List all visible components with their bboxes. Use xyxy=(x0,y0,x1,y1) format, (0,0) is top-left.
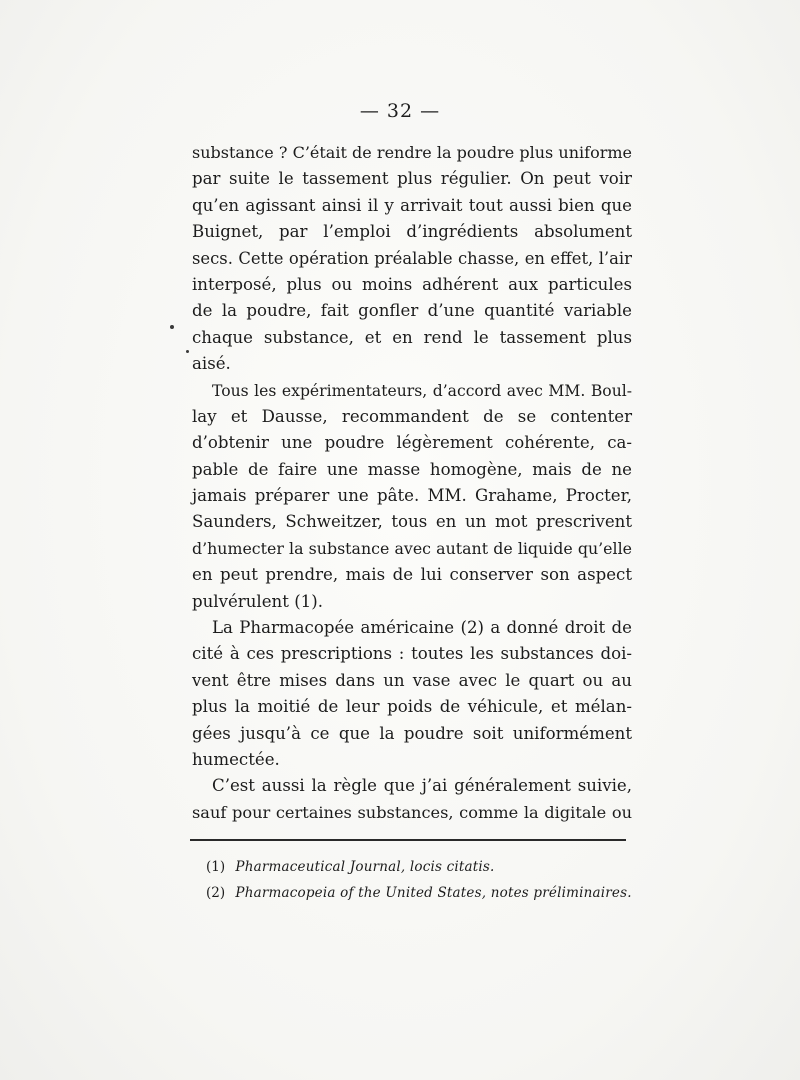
text-line: Tous les expérimentateurs, d’accord avec MM. Boul- xyxy=(212,381,632,400)
text-line: C’est aussi la règle que j’ai généralement suivie, xyxy=(212,776,632,796)
text-line: substance ? C’était de rendre la poudre plus uniforme xyxy=(192,143,632,162)
page-number: — 32 — xyxy=(359,100,441,122)
text-line: plus la moitié de leur poids de véhicule, et mélan- xyxy=(192,697,632,717)
text-line: d’humecter la substance avec autant de liquide qu’elle xyxy=(192,538,632,558)
text-line: La Pharmacopée américaine (2) a donné droit de xyxy=(212,618,632,638)
text-line: interposé, plus ou moins adhérent aux particules xyxy=(192,274,632,294)
text-line: cité à ces prescriptions : toutes les substances doi- xyxy=(192,644,632,664)
footnote xyxy=(206,854,626,880)
text-line: gées jusqu’à ce que la poudre soit uniformément xyxy=(192,723,632,743)
text-line: en peut prendre, mais de lui conserver son aspect xyxy=(192,565,632,585)
footnote-text: Pharmacopeia of the United States, notes préliminaires. xyxy=(235,885,632,901)
footnote-marker: (1) xyxy=(206,859,226,875)
text-line: qu’en agissant ainsi il y arrivait tout aussi bien que xyxy=(192,195,632,215)
text-line: de la poudre, fait gonfler d’une quantité variable xyxy=(192,301,632,321)
text-line: pable de faire une masse homogène, mais de ne xyxy=(192,459,632,479)
footnote xyxy=(206,880,632,906)
text-line: Saunders, Schweitzer, tous en un mot prescrivent xyxy=(192,512,632,532)
text-line: jamais préparer une pâte. MM. Grahame, Procter, xyxy=(192,486,632,506)
footnote-divider xyxy=(190,839,626,841)
text-line: secs. Cette opération préalable chasse, en effet, l’air xyxy=(192,248,632,268)
text-line: humectée. xyxy=(192,749,280,769)
text-line: vent être mises dans un vase avec le quart ou au xyxy=(192,670,632,690)
text-line: d’obtenir une poudre légèrement cohérente, ca- xyxy=(192,433,632,453)
text-line: sauf pour certaines substances, comme la digitale ou xyxy=(192,802,632,822)
text-line: Buignet, par l’emploi d’ingrédients absolument xyxy=(192,222,632,242)
margin-mark xyxy=(170,325,174,329)
text-line: pulvérulent (1). xyxy=(192,591,323,611)
text-line: lay et Dausse, recommandent de se contenter xyxy=(192,406,632,426)
text-line: par suite le tassement plus régulier. On peut voir xyxy=(192,169,632,189)
footnotes xyxy=(206,854,632,906)
footnote-text: Pharmaceutical Journal, locis citatis. xyxy=(235,859,495,875)
footnote-marker: (2) xyxy=(206,885,226,901)
text-line: chaque substance, et en rend le tassement plus xyxy=(192,327,632,347)
text-line: aisé. xyxy=(192,354,231,374)
margin-mark xyxy=(186,350,189,353)
body-text xyxy=(192,140,632,826)
